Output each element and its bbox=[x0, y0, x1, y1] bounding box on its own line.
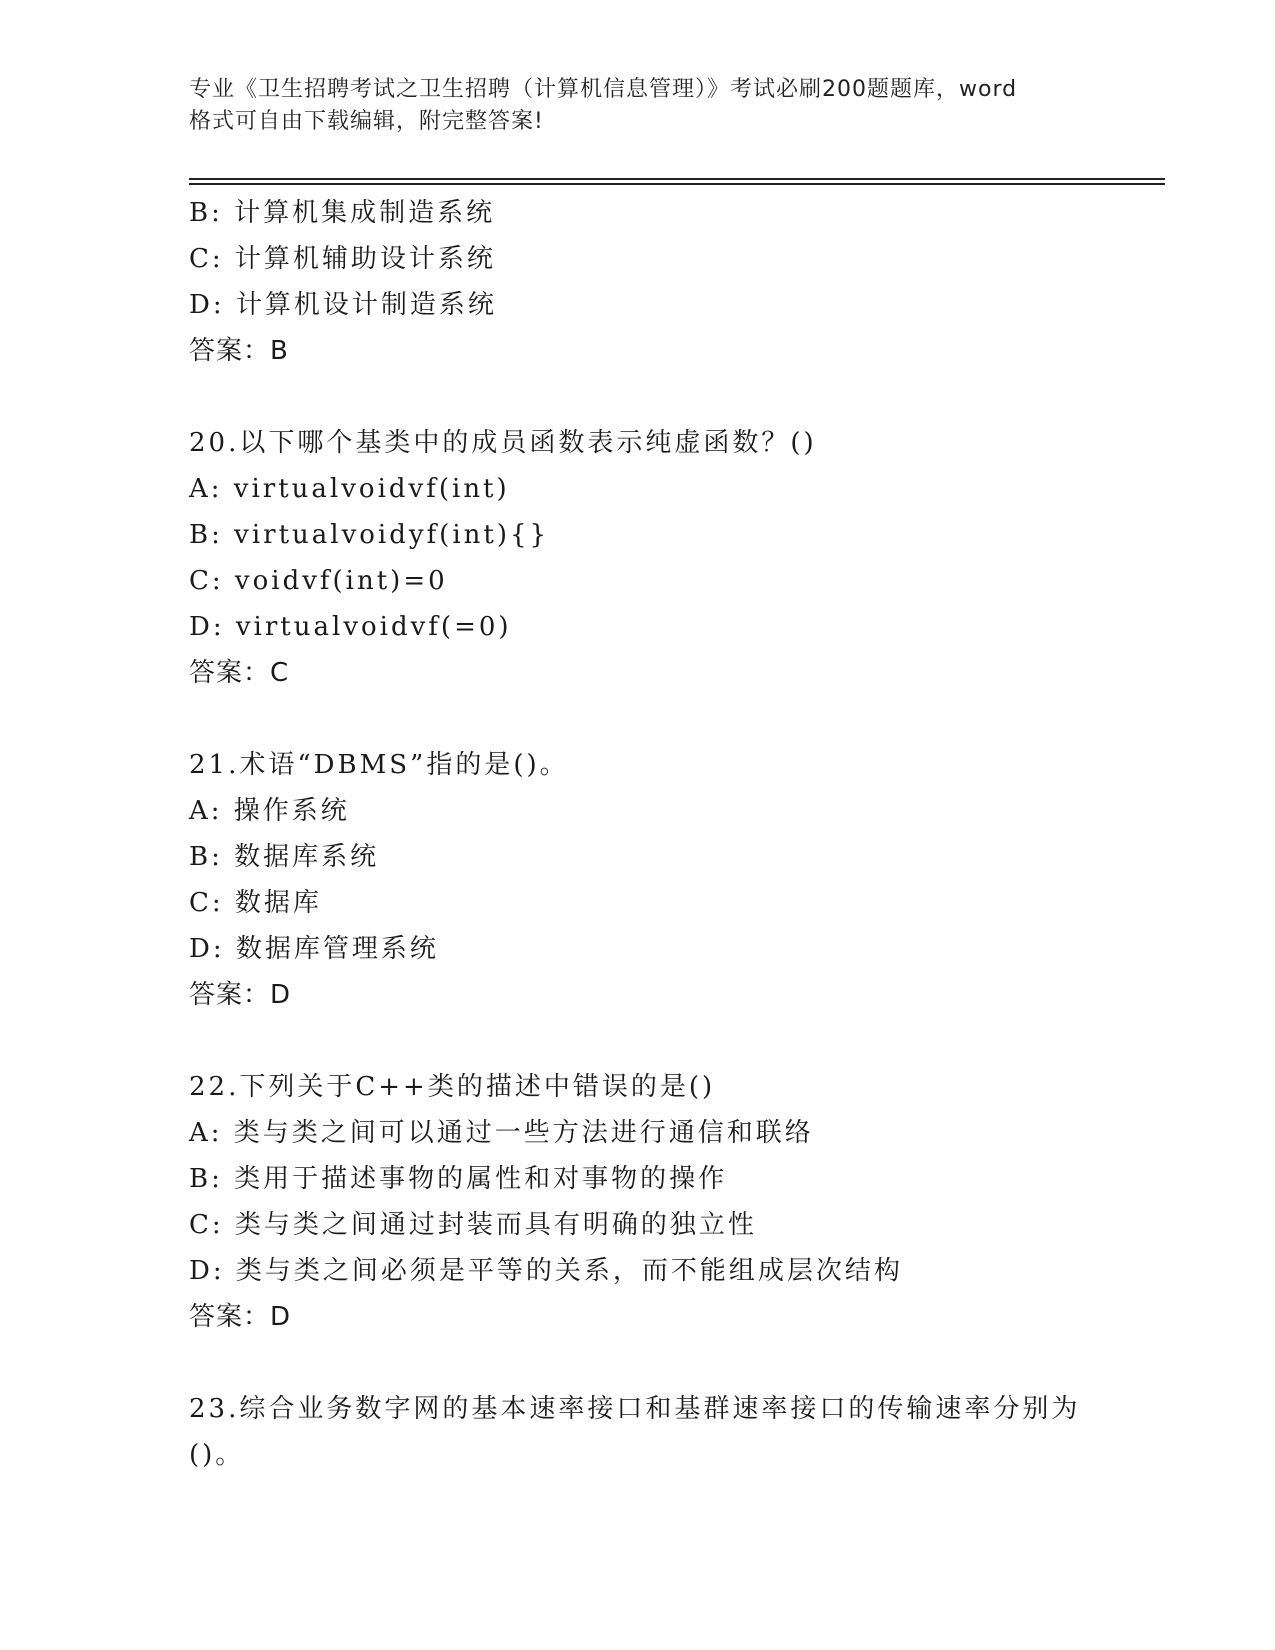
option-d: D: virtualvoidvf(=0) bbox=[189, 612, 512, 642]
option-a: A: 操作系统 bbox=[189, 796, 350, 826]
spacer bbox=[189, 696, 1169, 742]
question-20 bbox=[189, 420, 1169, 696]
spacer bbox=[189, 1340, 1169, 1386]
question-list bbox=[189, 190, 1169, 1478]
question-19-continued bbox=[189, 190, 1169, 374]
option-c: C: voidvf(int)=0 bbox=[189, 566, 448, 596]
option-c: C: 计算机辅助设计系统 bbox=[189, 244, 496, 274]
option-b: B: 数据库系统 bbox=[189, 842, 380, 872]
option-d: D: 类与类之间必须是平等的关系，而不能组成层次结构 bbox=[189, 1256, 903, 1286]
option-d: D: 数据库管理系统 bbox=[189, 934, 439, 964]
option-b: B: 类用于描述事物的属性和对事物的操作 bbox=[189, 1164, 728, 1194]
option-c: C: 类与类之间通过封装而具有明确的独立性 bbox=[189, 1210, 757, 1240]
header-divider-top bbox=[189, 178, 1165, 180]
answer-line: 答案：D bbox=[189, 1302, 292, 1332]
answer-line: 答案：C bbox=[189, 658, 290, 688]
page-header bbox=[189, 74, 1089, 138]
question-stem: 22.下列关于C++类的描述中错误的是() bbox=[189, 1072, 716, 1102]
question-stem: 20.以下哪个基类中的成员函数表示纯虚函数？() bbox=[189, 428, 817, 458]
header-divider-bottom bbox=[189, 183, 1165, 185]
question-stem-line-1: 23.综合业务数字网的基本速率接口和基群速率接口的传输速率分别为 bbox=[189, 1394, 1081, 1424]
question-stem-line-2: ()。 bbox=[189, 1440, 245, 1470]
answer-line: 答案：D bbox=[189, 980, 292, 1010]
option-c: C: 数据库 bbox=[189, 888, 322, 918]
header-line-2: 格式可自由下载编辑，附完整答案! bbox=[189, 109, 544, 134]
answer-line: 答案：B bbox=[189, 336, 289, 366]
spacer bbox=[189, 374, 1169, 420]
option-b: B: virtualvoidyf(int){} bbox=[189, 520, 550, 550]
question-22 bbox=[189, 1064, 1169, 1340]
option-a: A: 类与类之间可以通过一些方法进行通信和联络 bbox=[189, 1118, 814, 1148]
option-b: B: 计算机集成制造系统 bbox=[189, 198, 496, 228]
header-line-1: 专业《卫生招聘考试之卫生招聘（计算机信息管理）》考试必刷200题题库，word bbox=[189, 77, 1018, 102]
question-23 bbox=[189, 1386, 1169, 1478]
question-21 bbox=[189, 742, 1169, 1018]
option-d: D: 计算机设计制造系统 bbox=[189, 290, 497, 320]
spacer bbox=[189, 1018, 1169, 1064]
question-stem: 21.术语“DBMS”指的是()。 bbox=[189, 750, 569, 780]
option-a: A: virtualvoidvf(int) bbox=[189, 474, 510, 504]
